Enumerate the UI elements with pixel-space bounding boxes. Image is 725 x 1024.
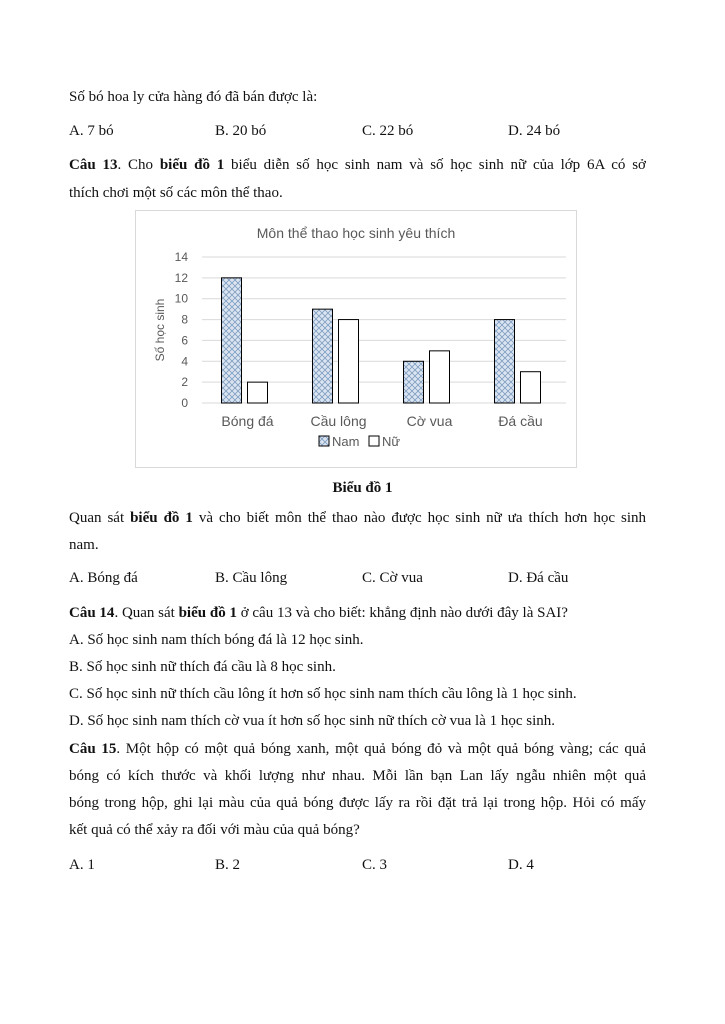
q14-chart-ref: biểu đồ 1 <box>178 605 237 621</box>
q13-line-1 <box>69 157 646 174</box>
q13-option-d: D. Đá cầu <box>508 570 569 586</box>
q12-option-a: A. 7 bó <box>69 123 114 139</box>
chart-title: Môn thể thao học sinh yêu thích <box>256 225 456 241</box>
q14-text: . Quan sát <box>114 605 179 621</box>
y-tick-label: 0 <box>181 396 188 410</box>
bar-nam <box>404 361 424 403</box>
q13-text: . Cho <box>117 157 160 173</box>
q12-option-d: D. 24 bó <box>508 123 561 139</box>
q13-question-line-1 <box>69 510 646 527</box>
bar-nu <box>521 372 541 403</box>
q15-option-a: A. 1 <box>69 857 95 873</box>
bar-nu <box>430 351 450 403</box>
q14-label: Câu 14 <box>69 605 115 621</box>
x-tick-label: Cờ vua <box>406 413 453 429</box>
y-tick-label: 12 <box>174 270 188 285</box>
q13-option-b: B. Cầu lông <box>215 570 288 586</box>
chart-caption: Biểu đồ 1 <box>332 480 393 496</box>
x-tick-label: Cầu lông <box>310 413 367 429</box>
q15-line-3: bóng trong hộp, ghi lại màu của quả bóng được lấy ra rồi đặt trả lại trong hộp. Hỏi có mấy <box>69 795 646 811</box>
q15-line-2: bóng có kích thước và khối lượng như nhau. Mỗi lần bạn Lan lấy ngẫu nhiên một quả <box>69 768 646 784</box>
legend-label-nam: Nam <box>332 434 360 449</box>
q14-text: ở câu 13 và cho biết: khẳng định nào dưới đây là SAI? <box>236 605 568 621</box>
legend-swatch-nam <box>319 436 329 446</box>
y-tick-label: 8 <box>181 312 188 327</box>
intro-line: Số bó hoa ly cửa hàng đó đã bán được là: <box>69 89 318 105</box>
chart-frame <box>135 210 577 468</box>
q13-line-2: thích chơi một số các môn thể thao. <box>69 185 283 201</box>
q14-option-c: C. Số học sinh nữ thích cầu lông ít hơn số học sinh nam thích cầu lông là 1 học sinh. <box>69 686 577 702</box>
q15-text: . Một hộp có một quả bóng xanh, một quả bóng đỏ và một quả bóng vàng; các quả <box>116 741 646 757</box>
y-tick-label: 4 <box>181 354 188 369</box>
y-tick-label: 6 <box>181 333 188 348</box>
q13-option-a: A. Bóng đá <box>69 570 138 586</box>
q12-option-b: B. 20 bó <box>215 123 267 139</box>
x-tick-label: Đá cầu <box>498 413 543 429</box>
bar-nam <box>495 320 515 403</box>
q13-chart-ref: biểu đồ 1 <box>159 157 225 173</box>
q14-option-b: B. Số học sinh nữ thích đá cầu là 8 học sinh. <box>69 659 336 675</box>
q15-option-d: D. 4 <box>508 857 534 873</box>
y-tick-label: 14 <box>174 250 188 264</box>
bar-nu <box>339 320 359 403</box>
y-axis-label: Số học sinh <box>153 298 167 362</box>
q13-text: biểu diễn số học sinh nam và số học sinh nữ của lớp 6A có sở <box>224 157 646 173</box>
y-tick-label: 2 <box>181 375 188 390</box>
legend-label-nu: Nữ <box>382 434 401 449</box>
bar-chart <box>136 211 576 467</box>
bar-nam <box>313 309 333 403</box>
q14-option-d: D. Số học sinh nam thích cờ vua ít hơn số học sinh nữ thích cờ vua là 1 học sinh. <box>69 713 556 729</box>
q14-option-a: A. Số học sinh nam thích bóng đá là 12 học sinh. <box>69 632 364 648</box>
legend-swatch-nu <box>369 436 379 446</box>
bar-nu <box>248 382 268 403</box>
y-tick-label: 10 <box>174 291 188 306</box>
q15-option-c: C. 3 <box>362 857 388 873</box>
q13-question-chart-ref: biểu đồ 1 <box>130 510 193 526</box>
q13-label: Câu 13 <box>69 157 118 173</box>
bar-nam <box>222 278 242 403</box>
q13-question-line-2: nam. <box>69 537 99 553</box>
q13-question-text: Quan sát <box>69 510 131 526</box>
q15-option-b: B. 2 <box>215 857 241 873</box>
q15-label: Câu 15 <box>69 741 117 757</box>
q13-option-c: C. Cờ vua <box>362 570 423 586</box>
q15-line-4: kết quả có thể xảy ra đối với màu của quả bóng? <box>69 822 360 838</box>
x-tick-label: Bóng đá <box>221 413 274 429</box>
q13-question-text: và cho biết môn thể thao nào được học sinh nữ ưa thích hơn học sinh <box>192 510 647 526</box>
q14-line <box>69 605 568 622</box>
q12-option-c: C. 22 bó <box>362 123 414 139</box>
q15-line-1 <box>69 741 646 758</box>
